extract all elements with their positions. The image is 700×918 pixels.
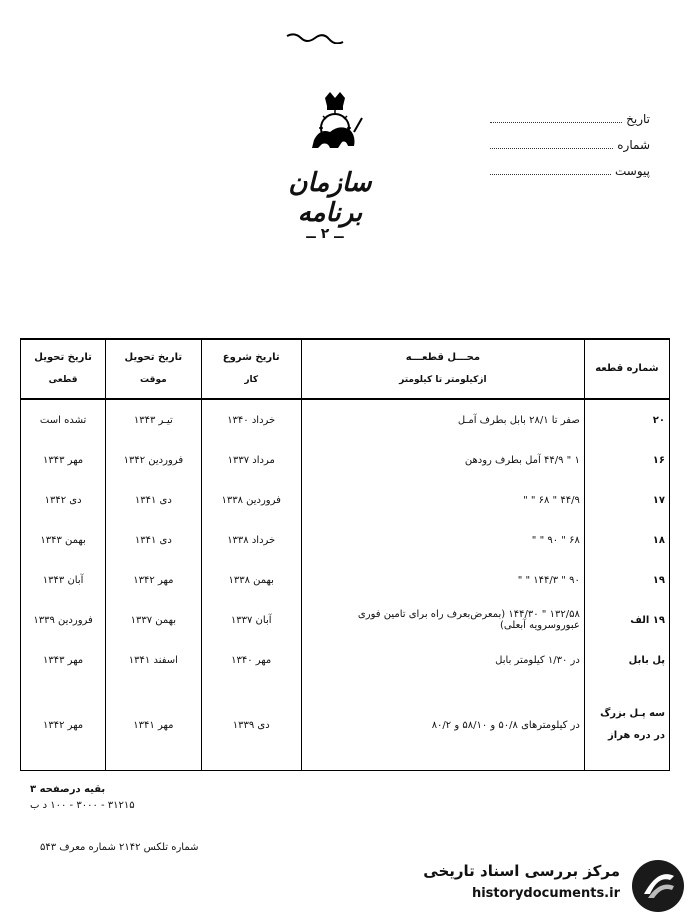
date-field [490,112,650,126]
cell-segment-no: ۲۰ [584,399,669,440]
cell-temp: اسفند ۱۳۴۱ [106,640,201,680]
cell-segment-no: ۱۹ [584,560,669,600]
cell-temp: دی ۱۳۴۱ [106,520,201,560]
table-row [21,520,670,560]
header-location [301,339,584,399]
cell-location: ۴۴/۹ " ۶۸ " " [301,480,584,520]
cell-start: مهر ۱۳۴۰ [201,640,301,680]
watermark-logo-icon [630,858,686,914]
cell-segment-no: ۱۶ [584,440,669,480]
date-dotted-line [490,112,622,123]
cell-location: ۶۸ " ۹۰ " " [301,520,584,560]
cell-final: مهر ۱۳۴۳ [21,440,106,480]
cell-location: در ۱/۳۰ کیلومتر بابل [301,640,584,680]
cell-location: ۱ " ۴۴/۹ آمل بطرف رودهن [301,440,584,480]
cell-temp: دی ۱۳۴۱ [106,480,201,520]
header-start [201,339,301,399]
cell-start: آبان ۱۳۳۷ [201,600,301,640]
cell-final: مهر ۱۳۴۲ [21,680,106,771]
number-dotted-line [490,138,613,149]
cell-final: مهر ۱۳۴۳ [21,640,106,680]
cell-segment-no: ۱۹ الف [584,600,669,640]
print-code: ۳۱۲۱۵ - ۳۰۰۰ - ۱۰۰ د ب [30,800,135,811]
cell-final: فروردین ۱۳۳۹ [21,600,106,640]
cell-segment-no: سه پـل بزرگ در دره هراز [584,680,669,771]
cell-location: ۹۰ " ۱۴۴/۳ " " [301,560,584,600]
header-location-title: محـــل قطعـــه [405,352,481,363]
cell-location: در کیلومترهای ۵۰/۸ و ۵۸/۱۰ و ۸۰/۲ [301,680,584,771]
cell-final: بهمن ۱۳۴۳ [21,520,106,560]
cell-segment-no: ۱۷ [584,480,669,520]
header-location-sub: ازکیلومتر تا کیلومتر [399,375,487,385]
lion-and-sun-emblem-icon [300,88,370,158]
cell-segment-no: پل بابل [584,640,669,680]
organization-name: سازمان برنامه [288,168,372,228]
cell-final: تشده است [21,399,106,440]
header-temp-sub: موقت [140,375,167,385]
table-row [21,600,670,640]
header-temp-title: تاریخ تحویل [124,352,183,363]
cell-start: مرداد ۱۳۳۷ [201,440,301,480]
cell-temp: فروردین ۱۳۴۲ [106,440,201,480]
header-segment-no: شماره قطعه [584,339,669,399]
header-final-title: تاریخ تحویل [34,352,92,363]
cell-start: دی ۱۳۳۹ [201,680,301,771]
cell-temp: مهر ۱۳۴۲ [106,560,201,600]
cell-temp: بهمن ۱۳۳۷ [106,600,201,640]
telex-number: شماره تلکس ۲۱۴۲ شماره معرف ۵۴۳ [40,842,199,853]
cell-temp: مهر ۱۳۴۱ [106,680,201,771]
attachment-dotted-line [490,164,611,175]
attachment-field [490,164,650,178]
cell-start: خرداد ۱۳۴۰ [201,399,301,440]
table-row [21,440,670,480]
date-label: تاریخ [626,112,650,126]
table-row [21,399,670,440]
header-start-title: تاریخ شروع [222,352,280,363]
table-row [21,680,670,771]
table-row [21,480,670,520]
cell-start: فروردین ۱۳۳۸ [201,480,301,520]
header-final-sub: قطعی [48,375,78,385]
continued-note: بقیه درصفحه ۳ [30,784,106,795]
segments-table [20,338,670,771]
watermark-url: historydocuments.ir [471,886,620,901]
header-start-sub: کار [244,375,259,385]
cell-location: صفر تا ۲۸/۱ بابل بطرف آمـل [301,399,584,440]
page-number: ــ ۲ ــ [306,226,344,242]
cell-start: بهمن ۱۳۳۸ [201,560,301,600]
cell-final: دی ۱۳۴۲ [21,480,106,520]
cell-location: ۱۳۲/۵۸ " ۱۴۴/۳۰ (بمعرض‌بعرف راه برای تامین فوری عبوروسرویه آبعلی) [301,600,584,640]
cell-segment-no: ۱۸ [584,520,669,560]
header-final-delivery [21,339,106,399]
number-label: شماره [617,138,650,152]
table-row [21,640,670,680]
cell-temp: تیـر ۱۳۴۳ [106,399,201,440]
header-temp-delivery [106,339,201,399]
number-field [490,138,650,152]
table-row [21,560,670,600]
cell-final: آبان ۱۳۴۳ [21,560,106,600]
cell-start: خرداد ۱۳۳۸ [201,520,301,560]
watermark-name: مرکز بررسی اسناد تاریخی [423,862,620,880]
table-header-row [21,339,670,399]
attachment-label: پیوست [615,164,650,178]
top-scribble [285,30,345,44]
